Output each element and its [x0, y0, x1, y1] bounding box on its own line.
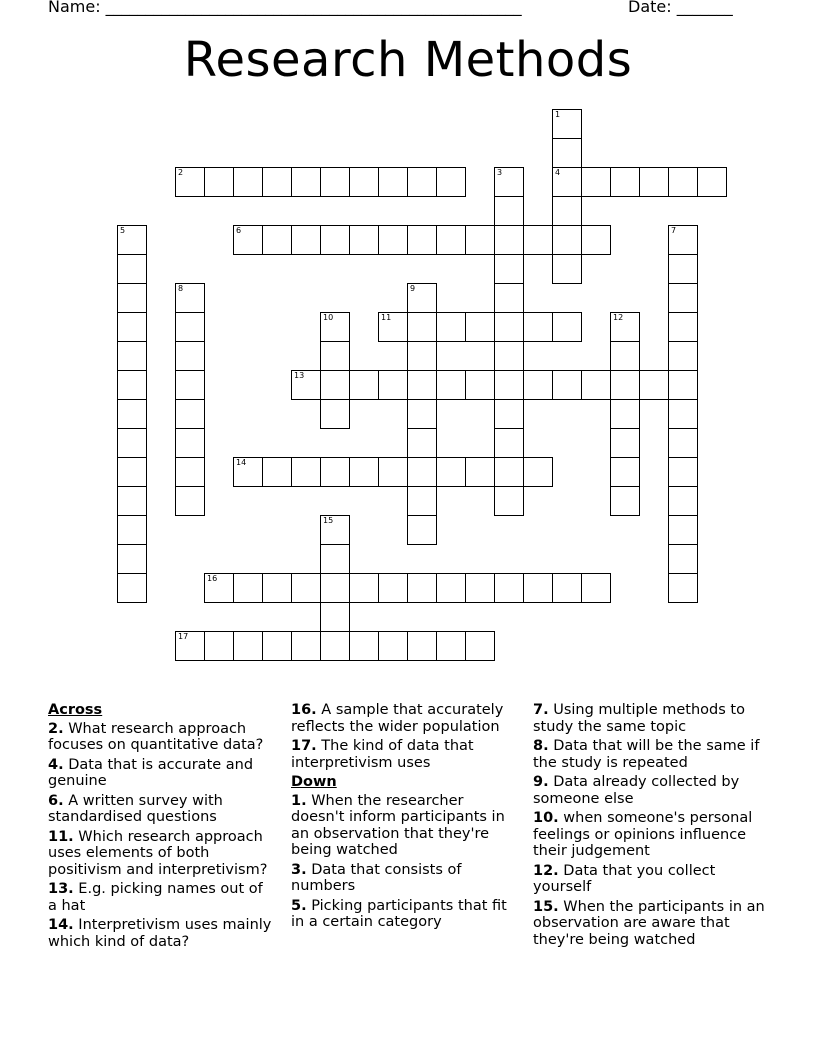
crossword-cell[interactable] — [639, 370, 669, 400]
crossword-cell[interactable] — [291, 457, 321, 487]
crossword-cell[interactable] — [262, 167, 292, 197]
crossword-cell[interactable] — [117, 254, 147, 284]
crossword-cell[interactable] — [233, 167, 263, 197]
crossword-cell[interactable] — [552, 312, 582, 342]
crossword-cell[interactable] — [349, 167, 379, 197]
crossword-cell[interactable] — [320, 544, 350, 574]
crossword-cell[interactable] — [407, 515, 437, 545]
crossword-cell[interactable] — [465, 370, 495, 400]
crossword-cell[interactable] — [407, 486, 437, 516]
clues-column-1 — [48, 702, 276, 953]
crossword-cell[interactable] — [668, 544, 698, 574]
crossword-cell[interactable] — [552, 370, 582, 400]
crossword-cell[interactable] — [349, 370, 379, 400]
crossword-cell[interactable] — [233, 225, 263, 255]
crossword-cell[interactable] — [320, 370, 350, 400]
crossword-cell[interactable] — [610, 167, 640, 197]
crossword-cell[interactable] — [407, 370, 437, 400]
clue-number: 11 — [381, 313, 392, 322]
crossword-cell[interactable] — [175, 457, 205, 487]
crossword-cell[interactable] — [581, 370, 611, 400]
clue-number: 9 — [410, 284, 416, 293]
crossword-cell[interactable] — [117, 370, 147, 400]
crossword-cell[interactable] — [175, 167, 205, 197]
clue-across-14: 14. Interpretivism uses mainly which kind of data? — [48, 917, 272, 950]
crossword-cell[interactable] — [668, 225, 698, 255]
crossword-cell[interactable] — [465, 312, 495, 342]
crossword-cell[interactable] — [436, 573, 466, 603]
crossword-cell[interactable] — [349, 225, 379, 255]
date-field-label: Date: _______ — [628, 0, 733, 16]
crossword-cell[interactable] — [262, 631, 292, 661]
crossword-cell[interactable] — [407, 167, 437, 197]
clue-number: 17 — [178, 632, 189, 641]
crossword-cell[interactable] — [117, 486, 147, 516]
crossword-cell[interactable] — [436, 370, 466, 400]
crossword-cell[interactable] — [523, 457, 553, 487]
clue-number: 16 — [207, 574, 218, 583]
crossword-cell[interactable] — [523, 573, 553, 603]
crossword-cell[interactable] — [407, 312, 437, 342]
crossword-cell[interactable] — [262, 457, 292, 487]
name-field-label: Name: ____________________________________________________ — [48, 0, 522, 16]
crossword-cell[interactable] — [552, 225, 582, 255]
crossword-cell[interactable] — [117, 428, 147, 458]
clue-across-17: 17. The kind of data that interpretivism uses — [291, 738, 474, 771]
crossword-cell[interactable] — [668, 399, 698, 429]
crossword-cell[interactable] — [378, 312, 408, 342]
clue-number: 10 — [323, 313, 334, 322]
crossword-cell[interactable] — [494, 573, 524, 603]
crossword-cell[interactable] — [378, 457, 408, 487]
clue-across-4: 4. Data that is accurate and genuine — [48, 756, 254, 789]
crossword-cell[interactable] — [465, 631, 495, 661]
crossword-cell[interactable] — [465, 573, 495, 603]
crossword-cell[interactable] — [320, 225, 350, 255]
crossword-cell[interactable] — [610, 312, 640, 342]
crossword-cell[interactable] — [610, 486, 640, 516]
crossword-cell[interactable] — [552, 167, 582, 197]
crossword-cell[interactable] — [436, 225, 466, 255]
crossword-cell[interactable] — [610, 341, 640, 371]
crossword-cell[interactable] — [523, 312, 553, 342]
crossword-cell[interactable] — [117, 515, 147, 545]
clue-number: 15 — [323, 516, 334, 525]
crossword-cell[interactable] — [320, 167, 350, 197]
crossword-cell[interactable] — [552, 109, 582, 139]
crossword-cell[interactable] — [668, 312, 698, 342]
crossword-cell[interactable] — [668, 254, 698, 284]
crossword-cell[interactable] — [523, 370, 553, 400]
clues-column-3 — [533, 702, 773, 951]
crossword-cell[interactable] — [291, 573, 321, 603]
crossword-cell[interactable] — [233, 631, 263, 661]
crossword-cell[interactable] — [552, 573, 582, 603]
clue-number: 3 — [497, 168, 503, 177]
crossword-cell[interactable] — [494, 370, 524, 400]
clue-number: 2 — [178, 168, 184, 177]
crossword-cell[interactable] — [465, 457, 495, 487]
crossword-cell[interactable] — [175, 631, 205, 661]
crossword-cell[interactable] — [320, 515, 350, 545]
crossword-cell[interactable] — [610, 399, 640, 429]
crossword-cell[interactable] — [610, 370, 640, 400]
clue-down-9: 9. Data already collected by someone else — [533, 774, 740, 807]
crossword-cell[interactable] — [175, 486, 205, 516]
clue-across-13: 13. E.g. picking names out of a hat — [48, 881, 263, 914]
clue-number: 6 — [236, 226, 242, 235]
crossword-cell[interactable] — [494, 283, 524, 313]
clue-number: 14 — [236, 458, 247, 467]
clue-across-2: 2. What research approach focuses on quantitative data? — [48, 720, 264, 753]
crossword-cell[interactable] — [349, 573, 379, 603]
crossword-cell[interactable] — [581, 573, 611, 603]
crossword-cell[interactable] — [610, 428, 640, 458]
crossword-cell[interactable] — [494, 254, 524, 284]
crossword-cell[interactable] — [233, 573, 263, 603]
clue-down-10: 10. when someone's personal feelings or opinions influence their judgement — [533, 810, 753, 859]
crossword-cell[interactable] — [291, 225, 321, 255]
crossword-cell[interactable] — [320, 312, 350, 342]
crossword-cell[interactable] — [262, 573, 292, 603]
crossword-cell[interactable] — [349, 457, 379, 487]
crossword-cell[interactable] — [291, 167, 321, 197]
crossword-cell[interactable] — [117, 312, 147, 342]
crossword-cell[interactable] — [465, 225, 495, 255]
clue-down-8: 8. Data that will be the same if the study is repeated — [533, 738, 760, 771]
crossword-cell[interactable] — [407, 631, 437, 661]
crossword-cell[interactable] — [610, 457, 640, 487]
crossword-cell[interactable] — [494, 167, 524, 197]
crossword-cell[interactable] — [407, 399, 437, 429]
crossword-cell[interactable] — [320, 341, 350, 371]
clue-down-7: 7. Using multiple methods to study the same topic — [533, 702, 745, 735]
crossword-cell[interactable] — [581, 167, 611, 197]
crossword-cell[interactable] — [204, 167, 234, 197]
crossword-cell[interactable] — [233, 457, 263, 487]
crossword-cell[interactable] — [552, 254, 582, 284]
clues-column-2 — [291, 702, 521, 934]
crossword-cell[interactable] — [668, 515, 698, 545]
crossword-cell[interactable] — [697, 167, 727, 197]
clue-across-16: 16. A sample that accurately reflects the wider population — [291, 702, 504, 735]
clue-down-1: 1. When the researcher doesn't inform participants in an observation that they're being watched — [291, 792, 505, 858]
crossword-cell[interactable] — [378, 370, 408, 400]
clue-down-5: 5. Picking participants that fit in a certain category — [291, 897, 507, 930]
crossword-cell[interactable] — [117, 457, 147, 487]
crossword-cell[interactable] — [436, 167, 466, 197]
clue-number: 7 — [671, 226, 677, 235]
crossword-cell[interactable] — [175, 428, 205, 458]
crossword-cell[interactable] — [407, 341, 437, 371]
crossword-cell[interactable] — [320, 457, 350, 487]
crossword-cell[interactable] — [407, 428, 437, 458]
crossword-cell[interactable] — [117, 573, 147, 603]
crossword-cell[interactable] — [204, 631, 234, 661]
clue-number: 1 — [555, 110, 561, 119]
crossword-cell[interactable] — [117, 283, 147, 313]
crossword-cell[interactable] — [378, 167, 408, 197]
crossword-cell[interactable] — [494, 341, 524, 371]
crossword-cell[interactable] — [378, 573, 408, 603]
crossword-cell[interactable] — [668, 486, 698, 516]
crossword-cell[interactable] — [436, 457, 466, 487]
crossword-cell[interactable] — [668, 370, 698, 400]
crossword-cell[interactable] — [117, 544, 147, 574]
clue-number: 8 — [178, 284, 184, 293]
crossword-cell[interactable] — [378, 225, 408, 255]
crossword-cell[interactable] — [494, 312, 524, 342]
crossword-cell[interactable] — [436, 312, 466, 342]
crossword-cell[interactable] — [175, 312, 205, 342]
crossword-cell[interactable] — [494, 196, 524, 226]
crossword-cell[interactable] — [552, 196, 582, 226]
crossword-cell[interactable] — [436, 631, 466, 661]
crossword-cell[interactable] — [320, 602, 350, 632]
clue-down-3: 3. Data that consists of numbers — [291, 861, 462, 894]
clue-across-11: 11. Which research approach uses elements of both positivism and interpretivism? — [48, 828, 268, 878]
crossword-cell[interactable] — [262, 225, 292, 255]
crossword-cell[interactable] — [175, 341, 205, 371]
down-heading: Down — [291, 774, 337, 790]
crossword-cell[interactable] — [349, 631, 379, 661]
crossword-cell[interactable] — [407, 573, 437, 603]
crossword-cell[interactable] — [668, 283, 698, 313]
crossword-cell[interactable] — [407, 283, 437, 313]
clue-across-6: 6. A written survey with standardised questions — [48, 792, 223, 825]
crossword-cell[interactable] — [117, 399, 147, 429]
crossword-cell[interactable] — [639, 167, 669, 197]
clue-number: 5 — [120, 226, 126, 235]
crossword-cell[interactable] — [291, 370, 321, 400]
crossword-cell[interactable] — [668, 428, 698, 458]
crossword-cell[interactable] — [175, 399, 205, 429]
crossword-cell[interactable] — [407, 225, 437, 255]
clue-number: 13 — [294, 371, 305, 380]
page-title: Research Methods — [183, 32, 633, 88]
clue-down-12: 12. Data that you collect yourself — [533, 862, 716, 895]
crossword-cell[interactable] — [175, 283, 205, 313]
crossword-cell[interactable] — [378, 631, 408, 661]
crossword-cell[interactable] — [668, 341, 698, 371]
crossword-cell[interactable] — [494, 486, 524, 516]
crossword-cell[interactable] — [204, 573, 234, 603]
crossword-cell[interactable] — [117, 225, 147, 255]
crossword-cell[interactable] — [523, 225, 553, 255]
crossword-cell[interactable] — [494, 399, 524, 429]
crossword-cell[interactable] — [494, 457, 524, 487]
crossword-cell[interactable] — [175, 370, 205, 400]
crossword-cell[interactable] — [494, 225, 524, 255]
across-heading: Across — [48, 702, 103, 718]
clue-number: 4 — [555, 168, 561, 177]
crossword-cell[interactable] — [668, 457, 698, 487]
crossword-cell[interactable] — [581, 225, 611, 255]
crossword-cell[interactable] — [668, 573, 698, 603]
crossword-cell[interactable] — [291, 631, 321, 661]
crossword-cell[interactable] — [668, 167, 698, 197]
crossword-cell[interactable] — [407, 457, 437, 487]
crossword-cell[interactable] — [320, 399, 350, 429]
crossword-cell[interactable] — [494, 428, 524, 458]
crossword-cell[interactable] — [117, 341, 147, 371]
crossword-cell[interactable] — [320, 573, 350, 603]
clue-down-15: 15. When the participants in an observation are aware that they're being watched — [533, 898, 765, 948]
crossword-cell[interactable] — [552, 138, 582, 168]
crossword-cell[interactable] — [320, 631, 350, 661]
clue-number: 12 — [613, 313, 624, 322]
